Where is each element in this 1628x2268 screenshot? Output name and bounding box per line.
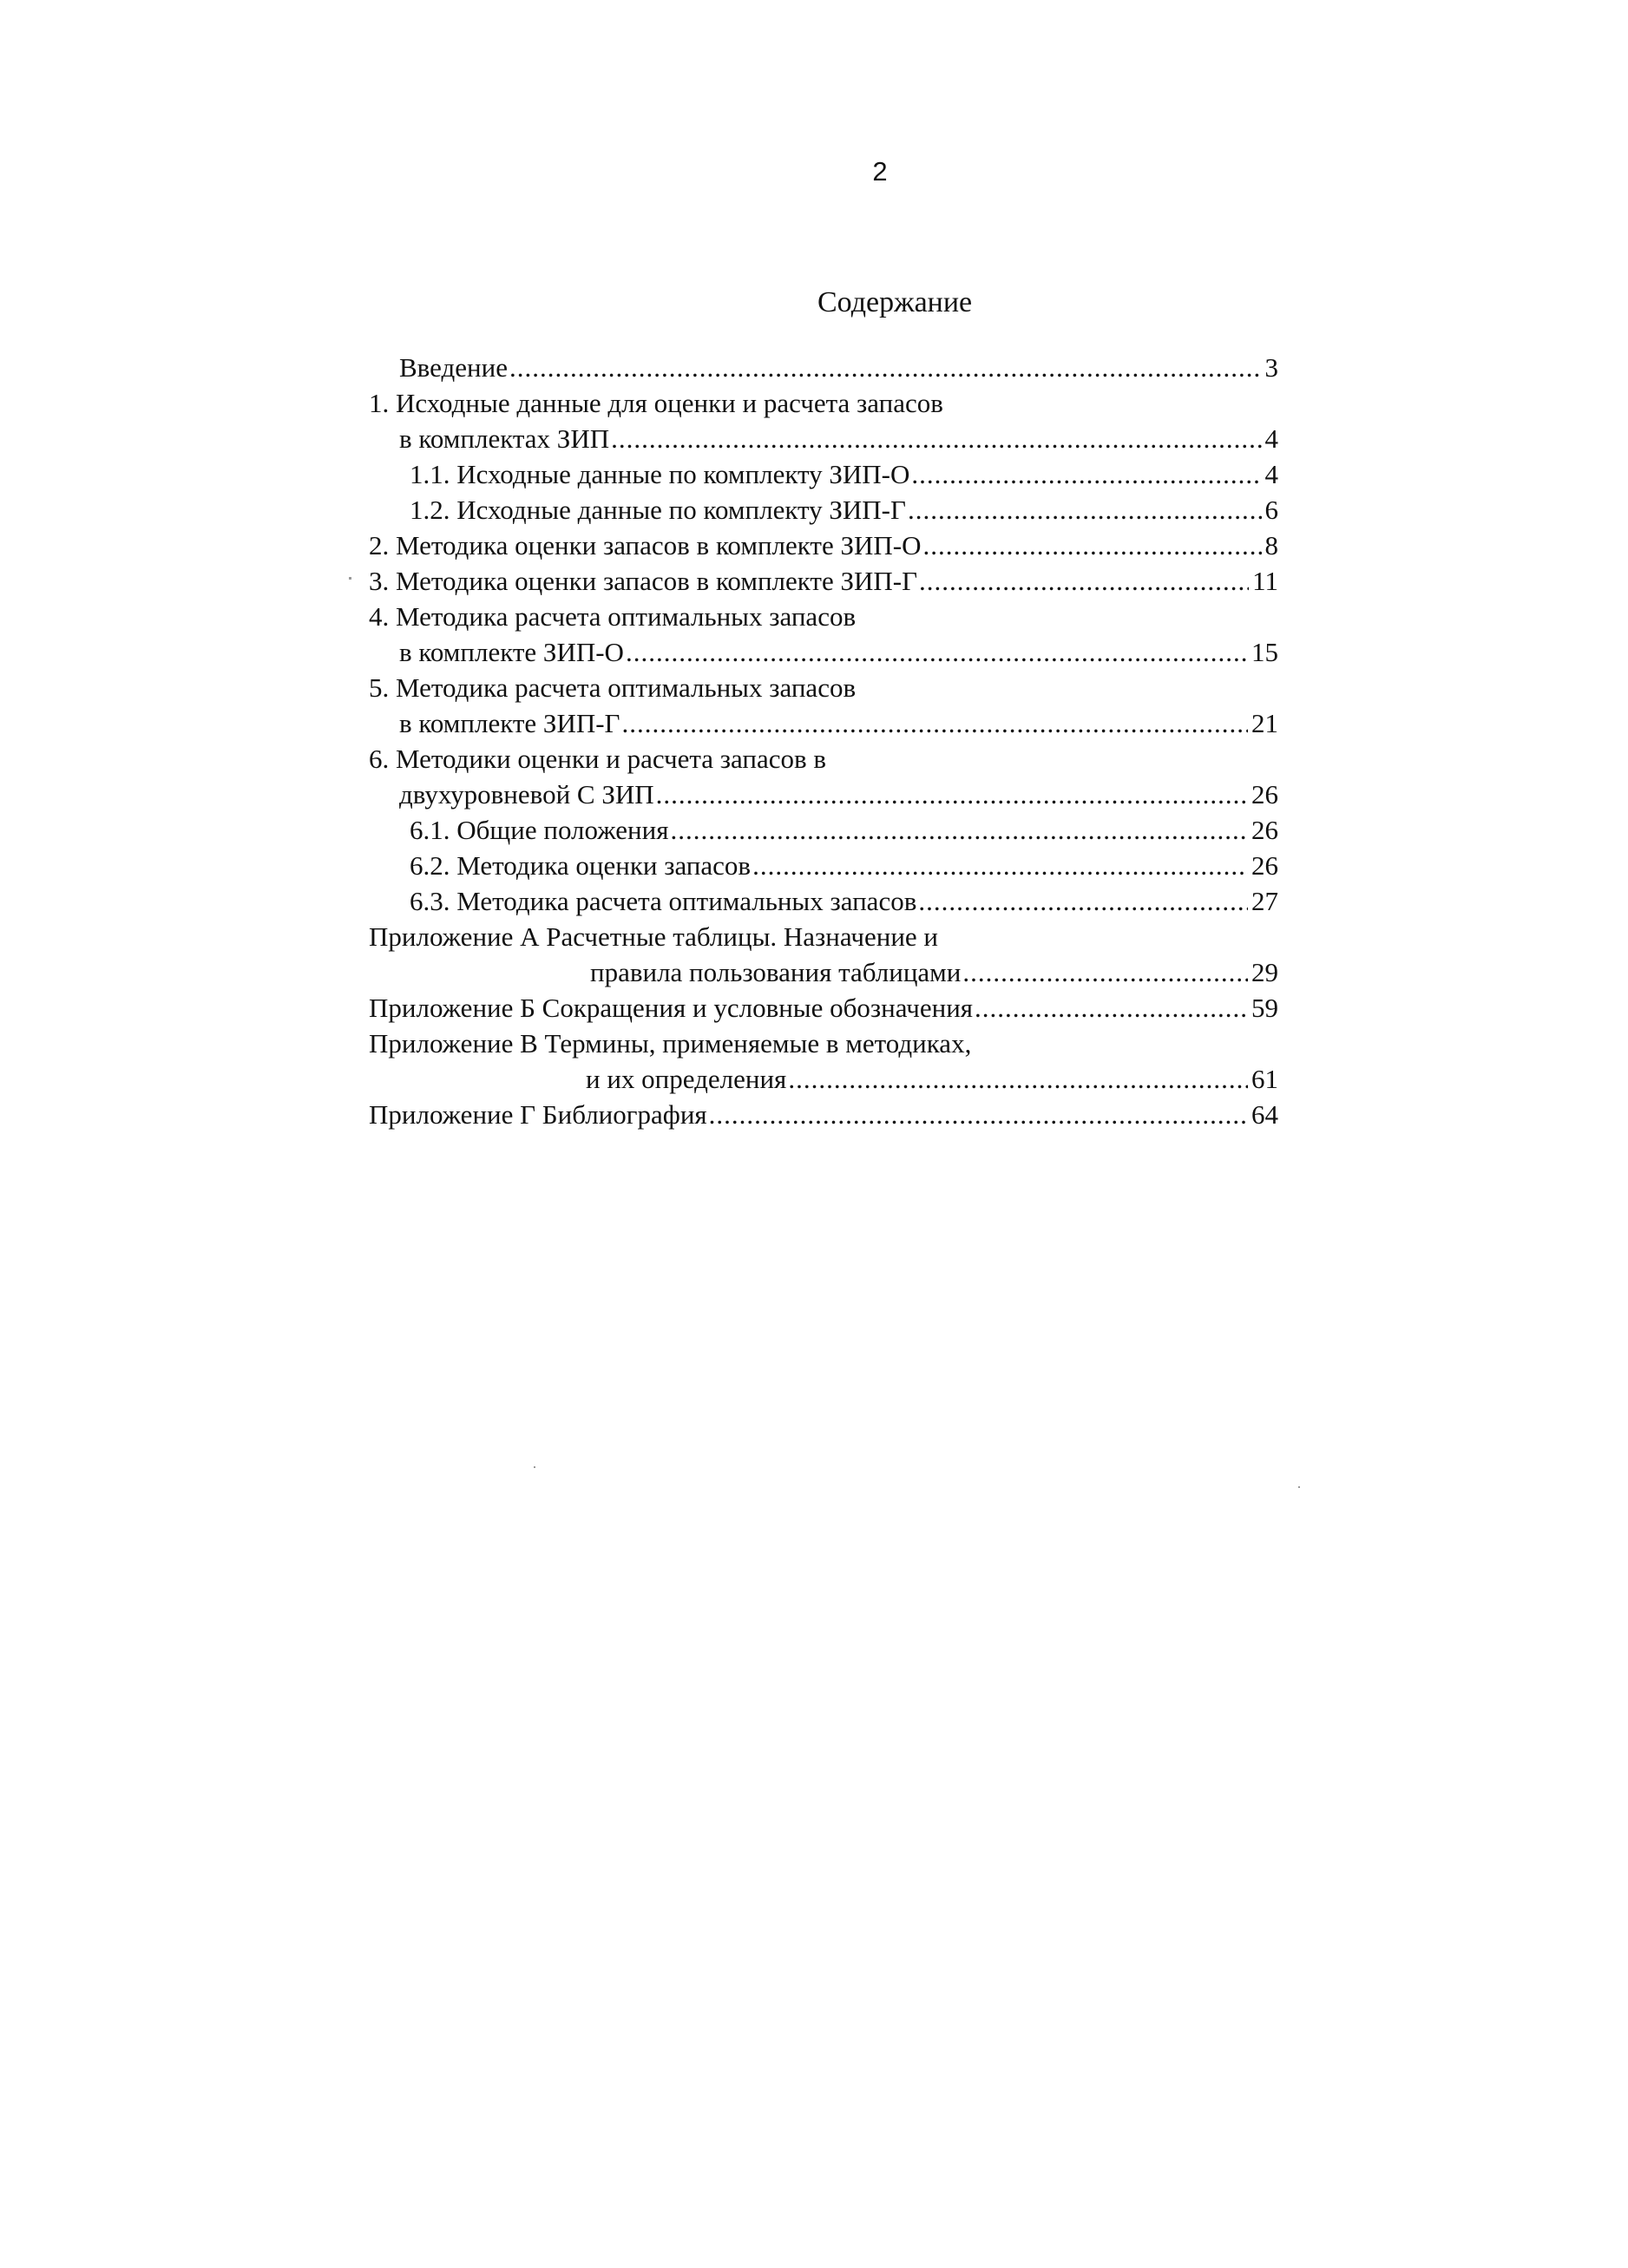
toc-entry-label: Приложение Б Сокращения и условные обозначения	[369, 993, 974, 1023]
toc-entry[interactable]	[369, 883, 1278, 919]
toc-entry-label: 6.1. Общие положения	[410, 815, 669, 845]
toc-entry-page: 4	[1264, 459, 1278, 489]
toc-entry-page: 4	[1264, 423, 1278, 454]
toc-entry-label: 6. Методики оценки и расчета запасов в	[369, 744, 827, 774]
toc-entry-page: 11	[1252, 566, 1278, 596]
toc-entry-label: 1.1. Исходные данные по комплекту ЗИП-О	[410, 459, 910, 489]
toc-title: Содержание	[817, 286, 973, 318]
toc-dot-leader	[709, 1097, 1248, 1132]
toc-dot-leader	[626, 634, 1248, 670]
toc-entry-label: 3. Методика оценки запасов в комплекте ЗИП-Г	[369, 566, 918, 596]
toc-entry-label: Приложение В Термины, применяемые в методиках,	[369, 1028, 972, 1059]
toc-entry-label: 2. Методика оценки запасов в комплекте ЗИП-О	[369, 530, 922, 560]
toc-entry[interactable]	[369, 990, 1278, 1026]
toc-entry-label: Введение	[399, 352, 508, 383]
table-of-contents	[369, 350, 1278, 1132]
toc-dot-leader	[656, 777, 1248, 812]
toc-entry-page: 29	[1251, 957, 1278, 987]
toc-dot-leader	[509, 350, 1262, 385]
toc-dot-leader	[611, 421, 1261, 456]
toc-dot-leader	[975, 990, 1248, 1026]
toc-dot-leader	[670, 812, 1248, 848]
toc-entry-page: 27	[1251, 886, 1278, 916]
toc-entry-label: 5. Методика расчета оптимальных запасов	[369, 672, 857, 703]
toc-dot-leader	[962, 954, 1248, 990]
toc-entry-page: 59	[1251, 993, 1278, 1023]
toc-entry[interactable]	[369, 670, 1278, 705]
toc-entry-page: 6	[1264, 495, 1278, 525]
toc-entry-page: 64	[1251, 1099, 1278, 1130]
toc-dot-leader	[918, 883, 1248, 919]
toc-dot-leader	[919, 563, 1249, 599]
toc-entry-label: в комплектах ЗИП	[399, 423, 610, 454]
toc-entry[interactable]	[369, 385, 1278, 421]
toc-dot-leader	[788, 1061, 1248, 1097]
scan-speck	[534, 1466, 535, 1468]
toc-entry[interactable]	[369, 1026, 1278, 1061]
toc-entry[interactable]	[369, 421, 1278, 456]
toc-entry-label: Приложение А Расчетные таблицы. Назначение и	[369, 921, 939, 952]
toc-entry-page: 26	[1251, 815, 1278, 845]
toc-entry[interactable]	[369, 1097, 1278, 1132]
toc-entry[interactable]	[369, 563, 1278, 599]
toc-entry-label: правила пользования таблицами	[590, 957, 962, 987]
toc-entry-label: и их определения	[586, 1064, 787, 1094]
toc-entry-label: Приложение Г Библиография	[369, 1099, 707, 1130]
toc-entry-label: 6.3. Методика расчета оптимальных запасов	[410, 886, 917, 916]
toc-entry-page: 3	[1264, 352, 1278, 383]
toc-entry-label: 6.2. Методика оценки запасов	[410, 850, 752, 881]
toc-entry[interactable]	[369, 528, 1278, 563]
toc-entry-page: 26	[1251, 779, 1278, 810]
toc-entry-label: 1. Исходные данные для оценки и расчета запасов	[369, 388, 943, 418]
toc-entry[interactable]	[369, 492, 1278, 528]
toc-entry-label: в комплекте ЗИП-Г	[399, 708, 620, 738]
toc-dot-leader	[923, 528, 1262, 563]
toc-entry[interactable]	[369, 741, 1278, 777]
toc-entry[interactable]	[369, 456, 1278, 492]
toc-entry-page: 61	[1251, 1064, 1278, 1094]
toc-entry[interactable]	[369, 812, 1278, 848]
toc-dot-leader	[621, 705, 1248, 741]
toc-entry-label: двухуровневой С ЗИП	[399, 779, 654, 810]
toc-entry-page: 26	[1251, 850, 1278, 881]
toc-dot-leader	[908, 492, 1262, 528]
toc-dot-leader	[911, 456, 1261, 492]
scan-speck	[349, 577, 351, 580]
toc-entry-label: 4. Методика расчета оптимальных запасов	[369, 601, 857, 632]
toc-entry[interactable]	[369, 848, 1278, 883]
toc-entry-page: 21	[1251, 708, 1278, 738]
toc-entry[interactable]	[369, 599, 1278, 634]
toc-entry-label: 1.2. Исходные данные по комплекту ЗИП-Г	[410, 495, 906, 525]
scan-speck	[1298, 1486, 1300, 1488]
page-number: 2	[872, 156, 888, 187]
toc-dot-leader	[752, 848, 1248, 883]
toc-entry[interactable]	[369, 705, 1278, 741]
toc-entry[interactable]	[369, 777, 1278, 812]
toc-entry-page: 8	[1264, 530, 1278, 560]
toc-entry[interactable]	[369, 634, 1278, 670]
toc-entry[interactable]	[369, 350, 1278, 385]
toc-entry[interactable]	[369, 1061, 1278, 1097]
toc-entry-page: 15	[1251, 637, 1278, 667]
toc-entry[interactable]	[369, 919, 1278, 954]
toc-entry-label: в комплекте ЗИП-О	[399, 637, 624, 667]
toc-entry[interactable]	[369, 954, 1278, 990]
